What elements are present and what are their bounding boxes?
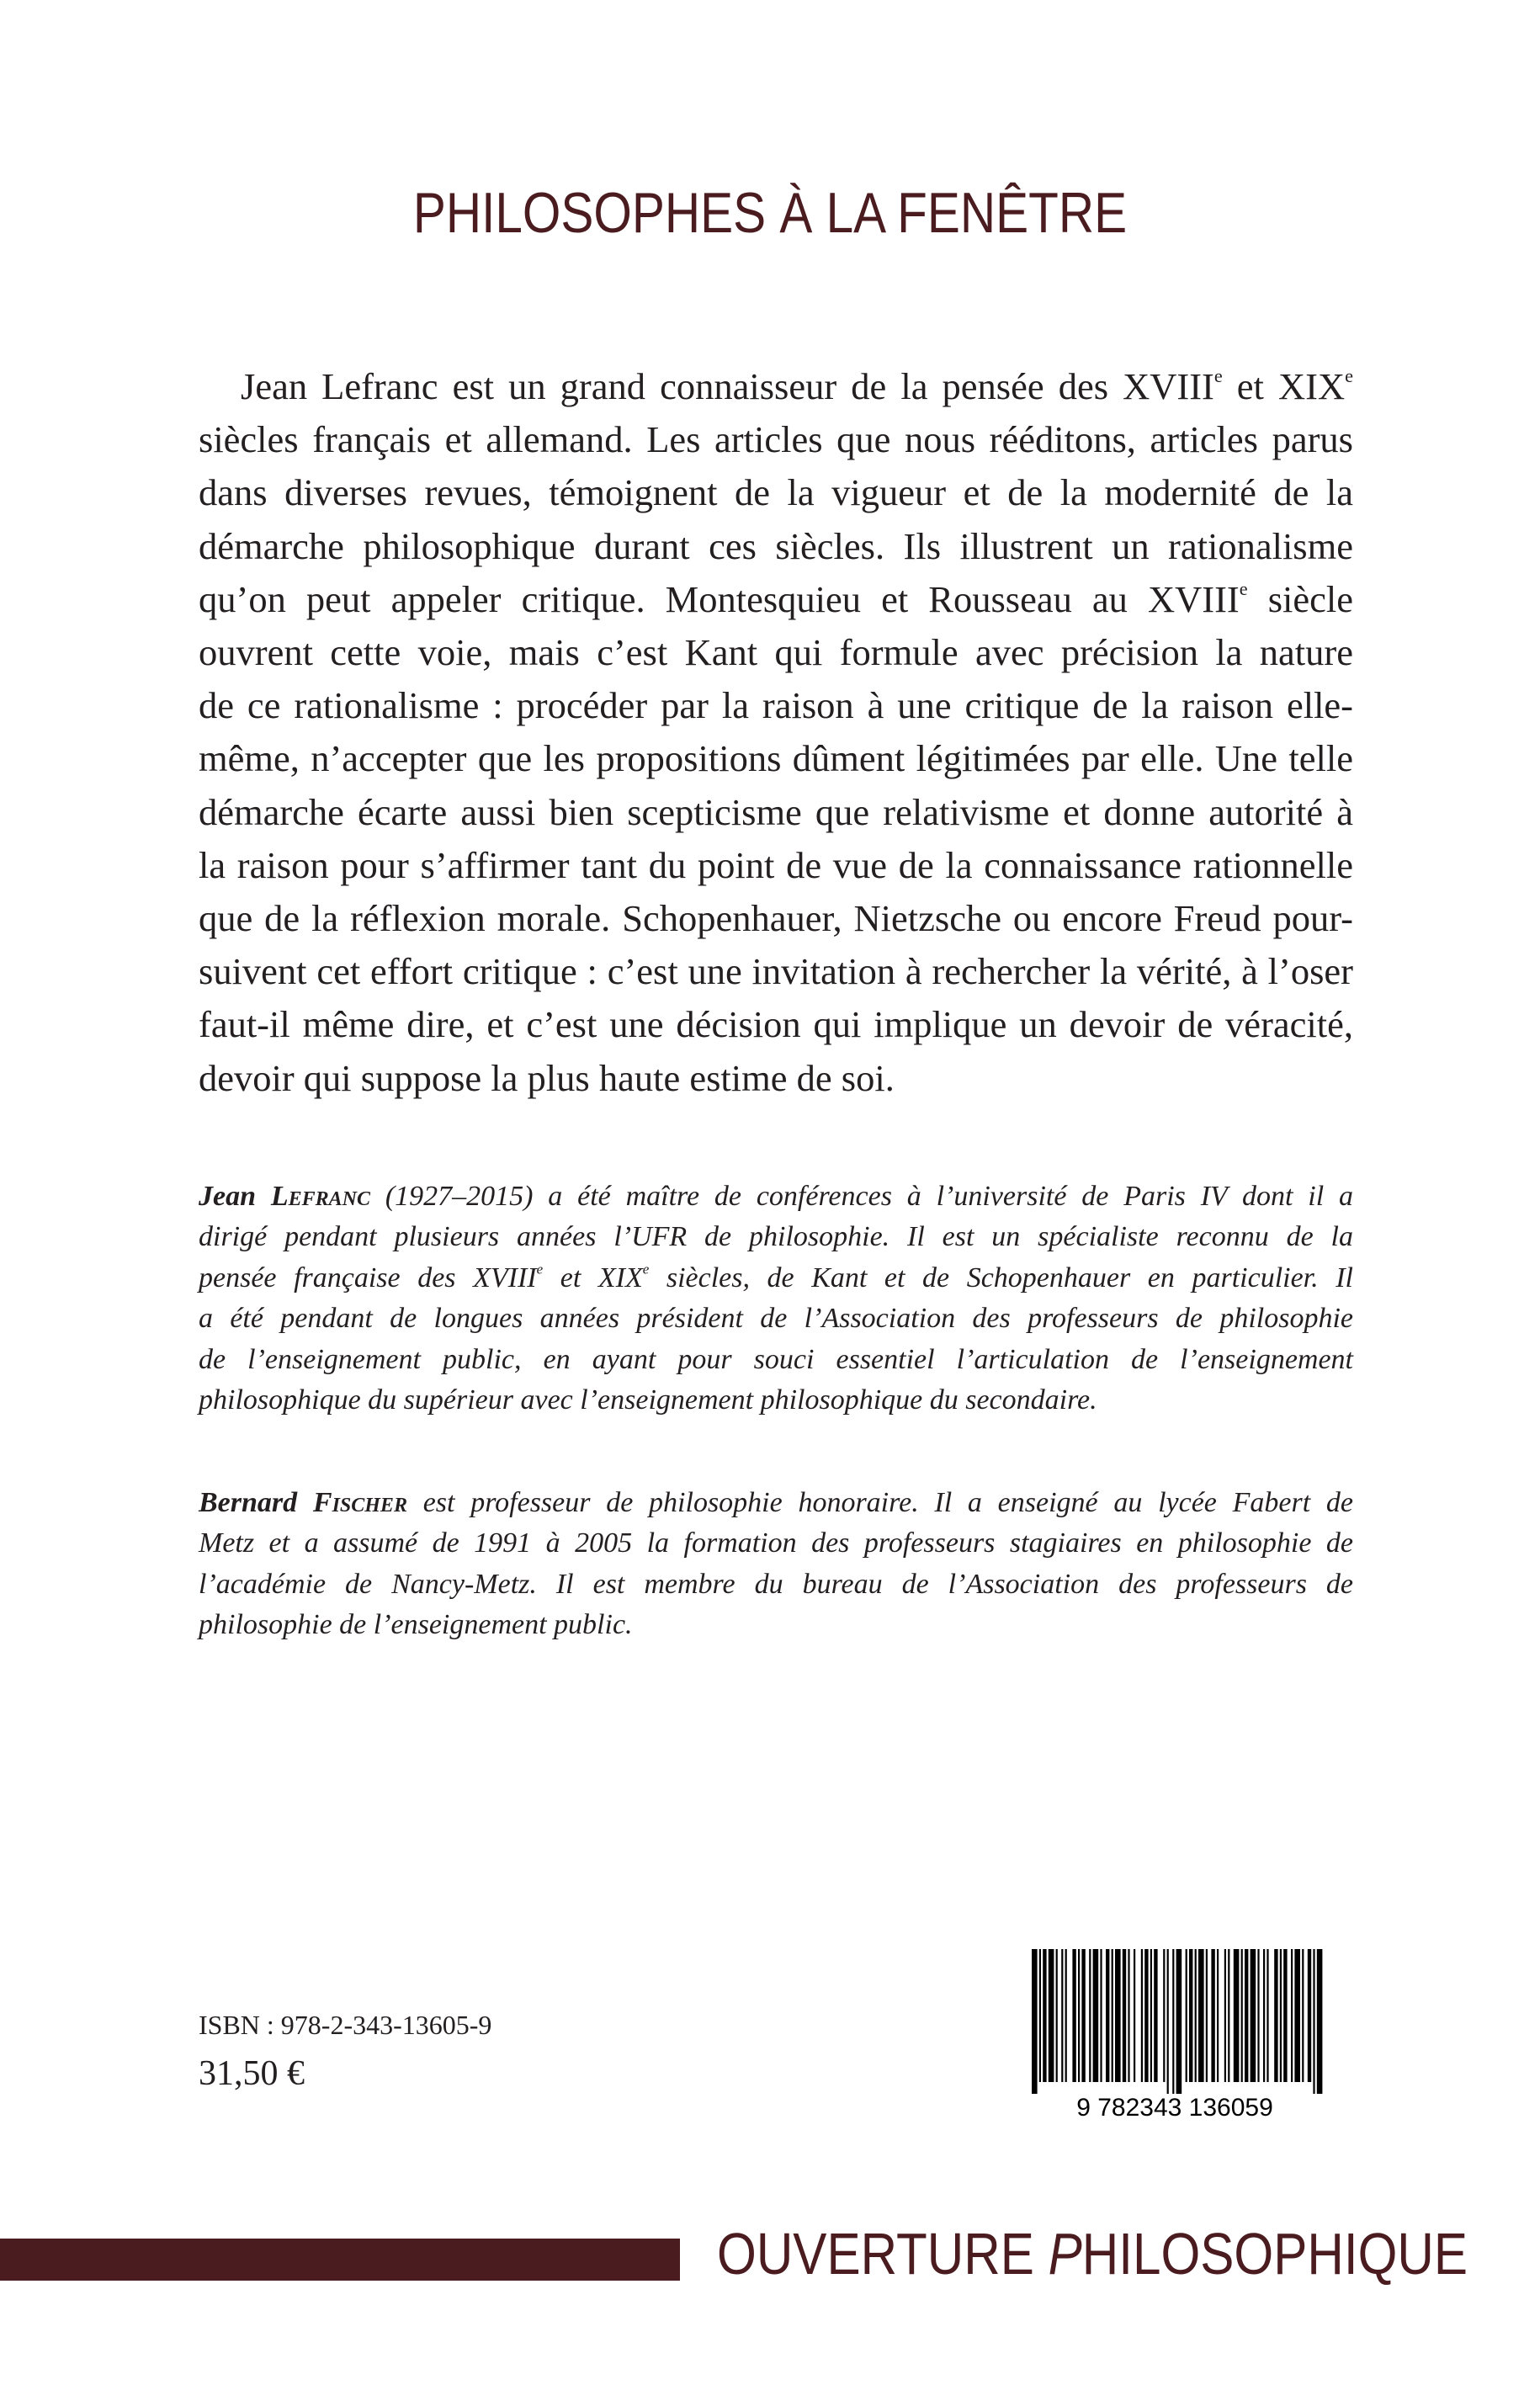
barcode-bar — [1128, 1949, 1129, 2082]
barcode-bar — [1206, 1949, 1208, 2082]
barcode-bar — [1291, 1949, 1293, 2082]
barcode-bar — [1283, 1949, 1287, 2082]
author-bio-lefranc — [199, 1177, 1353, 1421]
blurb-line: que de la réflexion morale. Schopenhauer, Nietzsche ou encore Freud pour- — [199, 897, 1353, 940]
barcode-bar — [1176, 1949, 1182, 2094]
price: 31,50 € — [199, 2054, 305, 2093]
barcode-bar — [1089, 1949, 1091, 2082]
blurb-line: siècles français et allemand. Les articles que nous rééditons, articles parus — [199, 418, 1353, 461]
blurb-line: faut-il même dire, et c’est une décision qui implique un devoir de véracité, — [199, 1003, 1353, 1046]
barcode-bar — [1106, 1949, 1109, 2082]
barcode-bar — [1308, 1949, 1311, 2082]
author-name: Jean Lefranc — [199, 1181, 370, 1212]
barcode-bar — [1267, 1949, 1268, 2082]
barcode-bar — [1112, 1949, 1113, 2082]
barcode-bar — [1150, 1949, 1152, 2082]
barcode-bar — [1224, 1949, 1226, 2082]
author-name: Bernard Fischer — [199, 1487, 407, 1518]
barcode-bar — [1039, 1949, 1041, 2082]
barcode-bar — [1043, 1949, 1046, 2082]
bio-line: pensée française des XVIIIe et XIXe siècles, de Kant et de Schopenhauer en particulier. Il — [199, 1261, 1353, 1293]
blurb-line: même, n’accepter que les propositions dûment légitimées par elle. Une telle — [199, 737, 1353, 780]
barcode-bar — [1141, 1949, 1143, 2082]
barcode-bar — [1294, 1949, 1300, 2082]
barcode-bar — [1263, 1949, 1265, 2082]
bio-line: a été pendant de longues années président de l’Association des professeurs de philosophie — [199, 1303, 1353, 1335]
blurb-line: de ce rationalisme : procéder par la raison à une critique de la raison elle- — [199, 684, 1353, 727]
barcode-bar — [1172, 1949, 1174, 2094]
bio-line: dirigé pendant plusieurs années l’UFR de philosophie. Il est un spécialiste reconnu de la — [199, 1221, 1353, 1253]
blurb-line: suivent cet effort critique : c’est une invitation à rechercher la vérité, à l’oser — [199, 950, 1353, 993]
barcode-bar — [1154, 1949, 1157, 2082]
barcode-bar — [1245, 1949, 1248, 2082]
barcode-bar — [1032, 1949, 1038, 2094]
bio-line: de l’enseignement public, en ayant pour souci essentiel l’articulation de l’enseignement — [199, 1343, 1353, 1375]
bio-line: Bernard Fischer est professeur de philosophie honoraire. Il a enseigné au lycée Fabert de — [199, 1487, 1354, 1518]
barcode-bar — [1251, 1949, 1256, 2082]
bio-line: philosophique du supérieur avec l’enseignement philosophique du secondaire. — [199, 1384, 1097, 1416]
blurb-line: devoir qui suppose la plus haute estime de soi. — [199, 1056, 895, 1099]
barcode-bar — [1123, 1949, 1126, 2082]
blurb-line: la raison pour s’affirmer tant du point de vue de la connaissance rationnelle — [199, 843, 1353, 886]
barcode-bar — [1274, 1949, 1277, 2082]
barcode-bar — [1115, 1949, 1121, 2082]
blurb-line: qu’on peut appeler critique. Montesquieu et Rousseau au XVIIIe siècle — [199, 577, 1353, 620]
bio-line: Metz et a assumé de 1991 à 2005 la formation des professeurs stagiaires en philosophie de — [199, 1527, 1353, 1559]
series-bar — [0, 2239, 680, 2281]
book-title: PHILOSOPHES À LA FENÊTRE — [412, 181, 1128, 245]
barcode-bar — [1234, 1949, 1240, 2082]
bio-line: l’académie de Nancy-Metz. Il est membre du bureau de l’Association des professeurs de — [199, 1568, 1353, 1600]
barcode-bar — [1061, 1949, 1063, 2082]
barcode-bar — [1065, 1949, 1067, 2082]
blurb-line: démarche écarte aussi bien scepticisme que relativisme et donne autorité à — [199, 790, 1353, 833]
bio-line: philosophie de l’enseignement public. — [199, 1609, 633, 1641]
barcode-bar — [1056, 1949, 1058, 2082]
barcode-bar — [1163, 1949, 1165, 2082]
barcode-bar — [1211, 1949, 1214, 2082]
blurb — [199, 360, 1353, 1105]
blurb-line: démarche philosophique durant ces siècles. Ils illustrent un rationalisme — [199, 524, 1353, 567]
blurb-line: dans diverses revues, témoignent de la vigueur et de la modernité de la — [199, 471, 1353, 514]
barcode-bar — [1049, 1949, 1054, 2082]
barcode-bar — [1072, 1949, 1075, 2082]
isbn: ISBN : 978-2-343-13605-9 — [199, 2010, 492, 2040]
barcode-bar — [1317, 1949, 1323, 2094]
barcode-bar — [1195, 1949, 1197, 2082]
barcode-bar — [1134, 1949, 1135, 2082]
barcode-bar — [1144, 1949, 1148, 2082]
author-bio-fischer — [199, 1483, 1353, 1646]
barcode-bar — [1280, 1949, 1282, 2082]
barcode-bar — [1217, 1949, 1219, 2082]
barcode-bar — [1167, 1949, 1169, 2094]
barcode-bar — [1302, 1949, 1304, 2082]
barcode-bar — [1081, 1949, 1085, 2082]
barcode-bar — [1257, 1949, 1259, 2082]
series-name: OUVERTURE PHILOSOPHIQUE — [717, 2221, 1468, 2287]
blurb-line: ouvrent cette voie, mais c’est Kant qui formule avec précision la nature — [199, 631, 1353, 674]
barcode-bar — [1198, 1949, 1204, 2082]
barcode-bar — [1228, 1949, 1229, 2082]
barcode-digits: 9 782343 136059 — [1076, 2094, 1273, 2121]
barcode-bar — [1241, 1949, 1243, 2082]
bio-line: Jean Lefranc (1927–2015) a été maître de conférences à l’université de Paris IV dont il a — [199, 1181, 1354, 1212]
barcode-bar — [1093, 1949, 1099, 2082]
barcode-bar — [1189, 1949, 1192, 2082]
blurb-line: Jean Lefranc est un grand connaisseur de la pensée des XVIIIe et XIXe — [241, 364, 1353, 407]
barcode-bar — [1100, 1949, 1102, 2082]
barcode-bar — [1313, 1949, 1314, 2094]
barcode-bar — [1078, 1949, 1080, 2082]
barcode-bar — [1186, 1949, 1187, 2082]
barcode — [1017, 1942, 1333, 2121]
